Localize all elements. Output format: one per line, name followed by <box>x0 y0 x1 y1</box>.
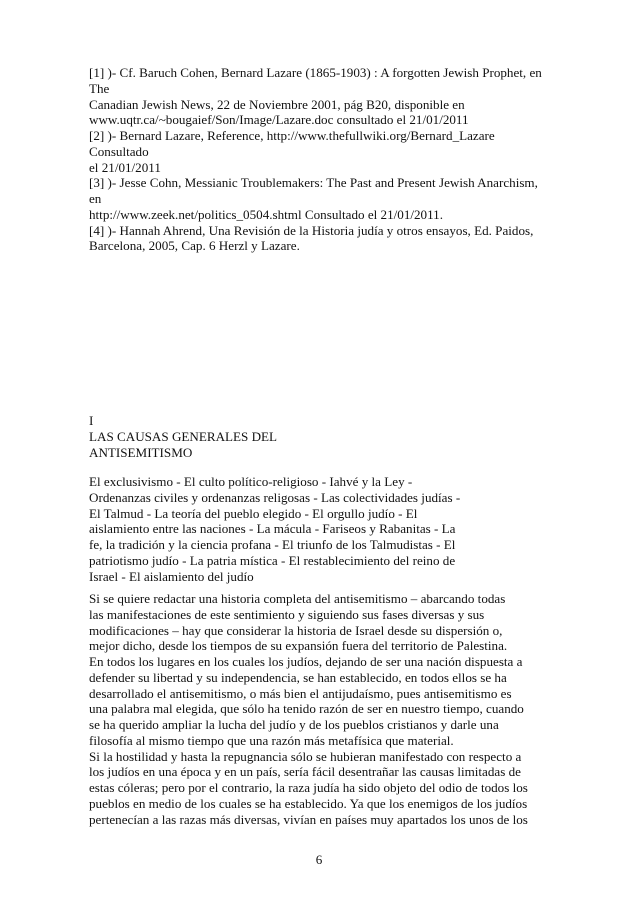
chapter-heading <box>89 413 559 460</box>
footnote-line: http://www.zeek.net/politics_0504.shtml Consultado el 21/01/2011. <box>89 206 443 222</box>
body-line: se ha querido ampliar la lucha del judío y de los pueblos cristianos y darle una <box>89 717 499 732</box>
chapter-title-line: ANTISEMITISMO <box>89 444 193 460</box>
footnote-line: en <box>89 191 102 206</box>
body-line: Si la hostilidad y hasta la repugnancia sólo se hubieran manifestado con respecto a <box>89 748 522 764</box>
page-number: 6 <box>315 852 323 867</box>
body-line: filosofía al mismo tiempo que una razón más metafísica que material. <box>89 732 454 748</box>
footnotes <box>89 65 559 254</box>
body-line: modificaciones – hay que considerar la historia de Israel desde su dispersión o, <box>89 622 503 638</box>
body-line: defender su libertad y su independencia, se han establecido, en todos ellos se ha <box>89 669 507 685</box>
summary-line: fe, la tradición y la ciencia profana - El triunfo de los Talmudistas - El <box>89 537 456 552</box>
body-line: las manifestaciones de este sentimiento y siguiendo sus fases diversas y sus <box>89 606 485 622</box>
footnote-line: Barcelona, 2005, Cap. 6 Herzl y Lazare. <box>89 238 300 254</box>
summary-line: Israel - El aislamiento del judío <box>89 568 254 584</box>
body-line: pertenecían a las razas más diversas, vivían en países muy apartados los unos de los <box>89 811 528 827</box>
body-line: mejor dicho, desde los tiempos de su expansión fuera del territorio de Palestina. <box>89 638 508 654</box>
footnote-line: The <box>89 80 110 96</box>
chapter-numeral: I <box>89 413 94 428</box>
summary-line: patriotismo judío - La patria mística - El restablecimiento del reino de <box>89 552 456 568</box>
body-line: Si se quiere redactar una historia completa del antisemitismo – abarcando todas <box>89 591 506 606</box>
chapter-summary <box>89 474 559 584</box>
body-line: desarrollado el antisemitismo, o más bien el antijudaísmo, pues antisemitismo es <box>89 685 512 701</box>
footnote-line: el 21/01/2011 <box>89 159 161 175</box>
footnote-line: [4] )- Hannah Ahrend, Una Revisión de la Historia judía y otros ensayos, Ed. Paidos, <box>89 222 534 238</box>
body-line: una palabra mal elegida, que sólo ha tenido razón de ser en nuestro tiempo, cuando <box>89 701 524 717</box>
footnote-line: [3] )- Jesse Cohn, Messianic Troublemakers: The Past and Present Jewish Anarchism, <box>89 175 538 191</box>
body-line: los judíos en una época y en un país, sería fácil desentrañar las causas limitadas de <box>89 764 521 780</box>
footnote-line: [2] )- Bernard Lazare, Reference, http://www.thefullwiki.org/Bernard_Lazare <box>89 128 495 143</box>
chapter-title-line: LAS CAUSAS GENERALES DEL <box>89 428 278 444</box>
summary-line: El exclusivismo - El culto político-religioso - Iahvé y la Ley - <box>89 474 413 489</box>
body-line: En todos los lugares en los cuales los judíos, dejando de ser una nación dispuesta a <box>89 654 523 669</box>
summary-line: aislamiento entre las naciones - La mácula - Fariseos y Rabanitas - La <box>89 521 456 537</box>
body-line: estas cóleras; pero por el contrario, la raza judía ha sido objeto del odio de todos los <box>89 780 528 795</box>
body-text <box>89 591 559 827</box>
summary-line: Ordenanzas civiles y ordenanzas religosas - Las colectividades judías - <box>89 489 461 505</box>
footnote-line: www.uqtr.ca/~bougaief/Son/Image/Lazare.doc consultado el 21/01/2011 <box>89 112 469 128</box>
footnote-line: Canadian Jewish News, 22 de Noviembre 2001, pág B20, disponible en <box>89 96 465 112</box>
footnote-line: Consultado <box>89 143 149 159</box>
body-line: pueblos en medio de los cuales se ha establecido. Ya que los enemigos de los judíos <box>89 795 528 811</box>
footnote-line: [1] )- Cf. Baruch Cohen, Bernard Lazare (1865-1903) : A forgotten Jewish Prophet, en <box>89 65 542 80</box>
summary-line: El Talmud - La teoría del pueblo elegido - El orgullo judío - El <box>89 505 418 521</box>
